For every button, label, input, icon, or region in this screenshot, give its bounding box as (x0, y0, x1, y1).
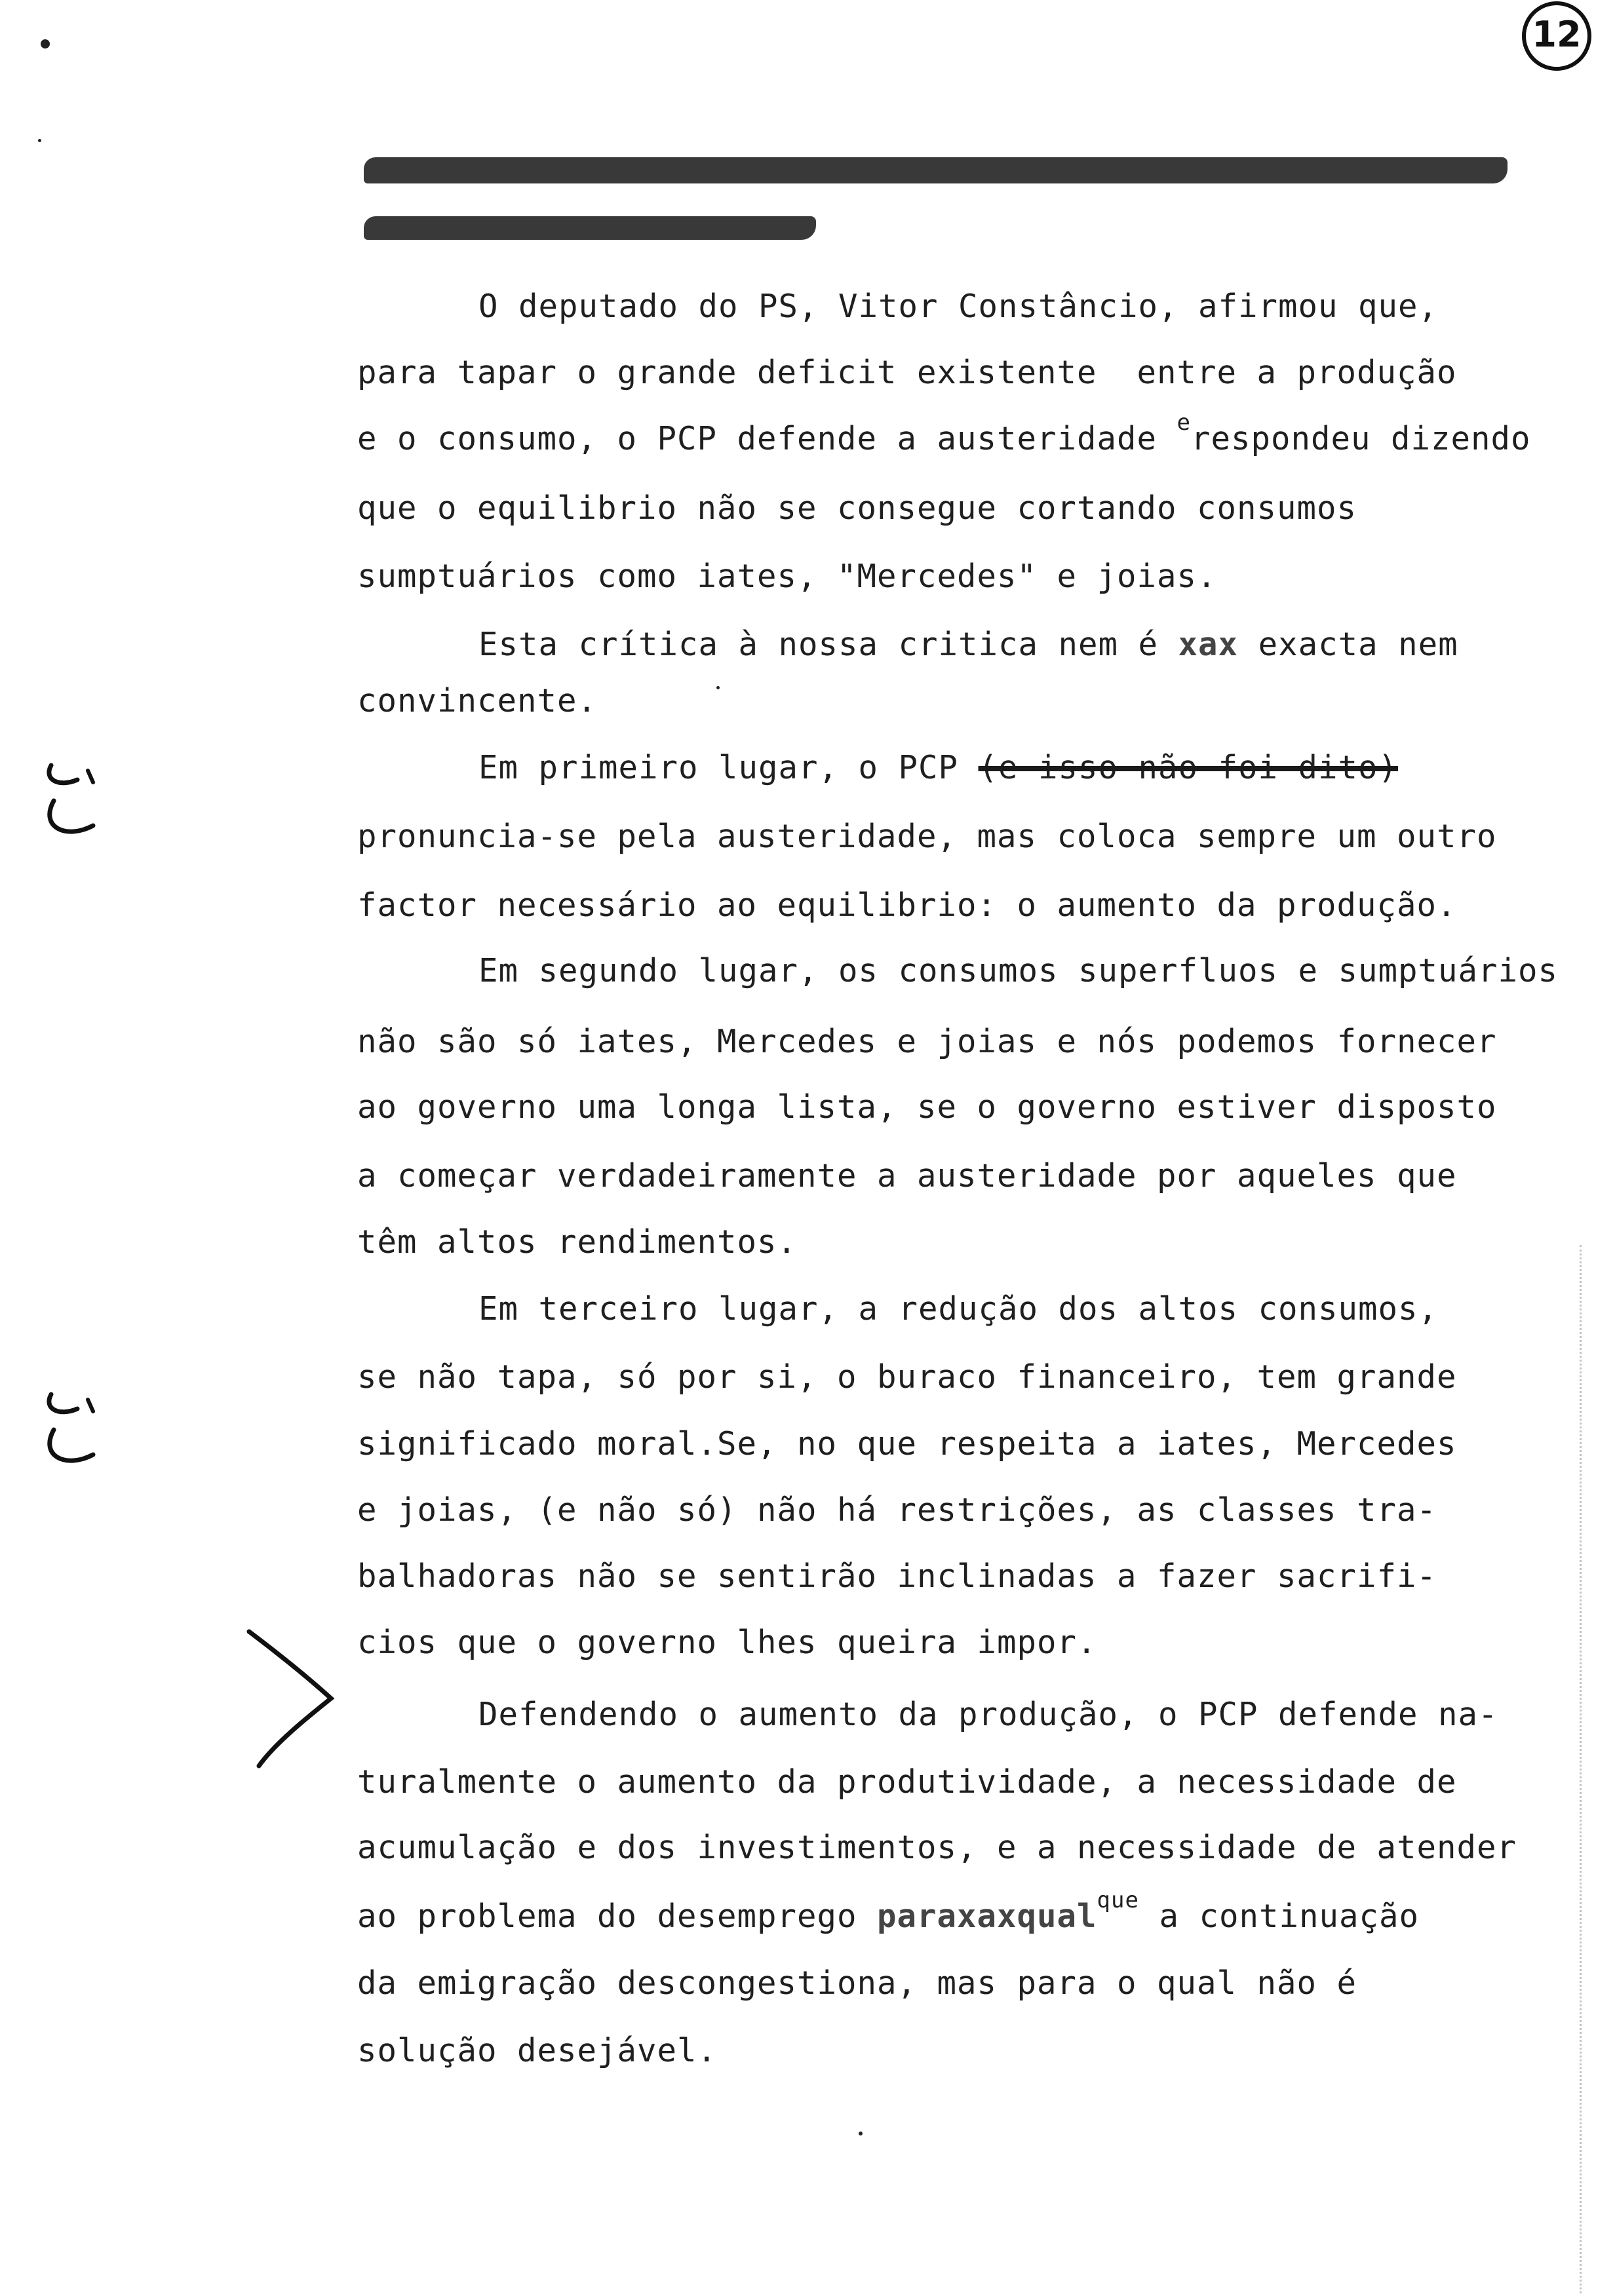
handwritten-insertion: que (1097, 1887, 1139, 1913)
struck-text: paraxaxqual (877, 1898, 1097, 1935)
redaction-bar (364, 216, 816, 240)
scan-speck (38, 139, 41, 142)
text-line (478, 625, 1458, 664)
struck-text: xax (1178, 626, 1239, 663)
text-segment: ao problema do desemprego (357, 1898, 857, 1935)
text-line: convincente. (357, 682, 598, 719)
text-segment: a continuação (1159, 1898, 1419, 1935)
text-line: cios que o governo lhes queira impor. (357, 1624, 1097, 1661)
text-line: turalmente o aumento da produtividade, a necessidade de (357, 1763, 1457, 1801)
text-line: para tapar o grande deficit existente entre a produção (357, 354, 1457, 391)
text-line: sumptuários como iates, "Mercedes" e joias. (357, 558, 1217, 595)
text-line (357, 1887, 1419, 1940)
text-line: Em terceiro lugar, a redução dos altos consumos, (478, 1290, 1439, 1328)
margin-mark (39, 1383, 105, 1481)
text-line: que o equilibrio não se consegue cortando consumos (357, 489, 1357, 527)
text-line: se não tapa, só por si, o buraco financeiro, tem grande (357, 1358, 1457, 1396)
text-segment: e o consumo, o PCP defende a austeridade (357, 420, 1158, 457)
margin-arrow-mark (243, 1625, 341, 1776)
text-line: pronuncia-se pela austeridade, mas coloca sempre um outro (357, 818, 1497, 855)
text-line: significado moral.Se, no que respeita a iates, Mercedes (357, 1425, 1457, 1463)
margin-mark (39, 754, 105, 852)
scan-edge-artifact (1580, 1245, 1601, 2293)
text-line: e joias, (e não só) não há restrições, as classes tra- (357, 1491, 1437, 1529)
redaction-bar (364, 157, 1508, 183)
text-line (478, 748, 1398, 788)
handwritten-insertion: e (1177, 410, 1192, 436)
text-line: factor necessário ao equilibrio: o aumento da produção. (357, 887, 1457, 924)
text-line (357, 410, 1531, 462)
text-line: balhadoras não se sentirão inclinadas a fazer sacrifi- (357, 1558, 1437, 1595)
text-line: Em segundo lugar, os consumos superfluos e sumptuários (478, 952, 1559, 989)
text-line: acumulação e dos investimentos, e a necessidade de atender (357, 1829, 1517, 1866)
text-segment: Esta crítica à nossa critica nem é (478, 626, 1159, 663)
text-segment: respondeu dizendo (1191, 420, 1531, 457)
text-line: têm altos rendimentos. (357, 1223, 798, 1261)
scan-speck (859, 2132, 863, 2135)
scan-speck (41, 39, 50, 48)
text-segment: Em primeiro lugar, o PCP (478, 749, 959, 786)
text-line: a começar verdadeiramente a austeridade por aqueles que (357, 1157, 1457, 1195)
struck-text: (e isso não foi dito) (978, 749, 1399, 786)
text-line: ao governo uma longa lista, se o governo estiver disposto (357, 1088, 1497, 1126)
page-number: 12 (1522, 1, 1591, 71)
text-line: da emigração descongestiona, mas para o qual não é (357, 1964, 1357, 2002)
text-segment: exacta nem (1258, 626, 1458, 663)
text-line: não são só iates, Mercedes e joias e nós podemos fornecer (357, 1023, 1497, 1060)
scan-speck (716, 686, 720, 689)
text-line: O deputado do PS, Vitor Constâncio, afirmou que, (478, 288, 1439, 325)
text-line: Defendendo o aumento da produção, o PCP defende na- (478, 1696, 1498, 1733)
text-line: solução desejável. (357, 2032, 718, 2069)
